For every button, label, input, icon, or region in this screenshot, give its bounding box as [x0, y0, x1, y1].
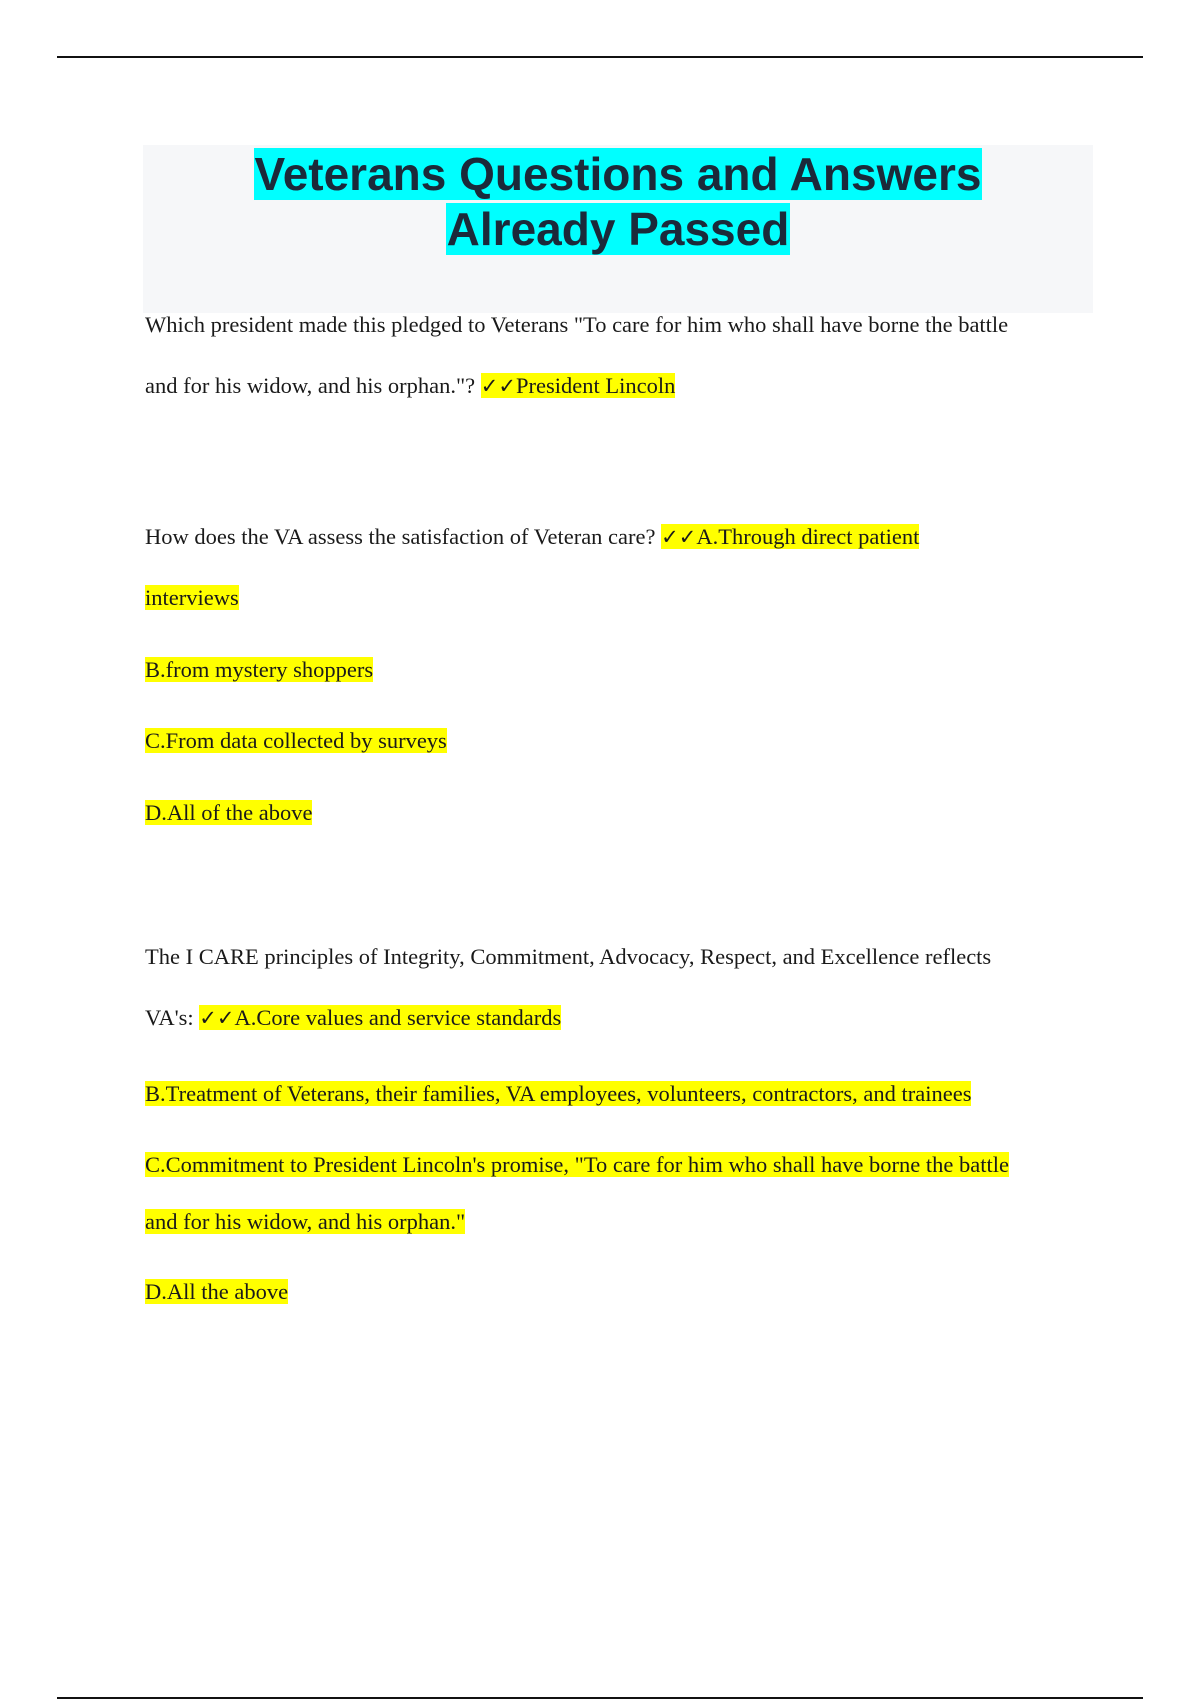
title-line-1: Veterans Questions and Answers — [254, 148, 982, 200]
q2-line-2 — [145, 584, 1105, 612]
q2-option-c — [145, 727, 1105, 755]
q1-line-1 — [145, 311, 1105, 339]
q2-option-b-text: B.from mystery shoppers — [145, 657, 374, 682]
q1-question-text-cont: and for his widow, and his orphan."? — [145, 373, 481, 398]
q3-option-b — [145, 1080, 1105, 1108]
q3-option-b-text: B.Treatment of Veterans, their families, VA employees, volunteers, contractors, and trainees — [145, 1081, 972, 1106]
q2-option-d-text: D.All of the above — [145, 800, 313, 825]
q1-answer — [481, 373, 676, 398]
checkmark-icon: ✓✓ — [661, 525, 697, 549]
q3-option-d — [145, 1278, 1105, 1306]
bottom-rule — [57, 1697, 1143, 1699]
q2-question-text: How does the VA assess the satisfaction of Veteran care? — [145, 524, 662, 549]
q3-option-c-line-2 — [145, 1208, 1105, 1236]
q3-option-c-text: C.Commitment to President Lincoln's promise, "To care for him who shall have borne the battle — [145, 1152, 1009, 1177]
q3-line-2 — [145, 1004, 1105, 1032]
q3-question-text-cont: VA's: — [145, 1005, 200, 1030]
q1-answer-text: President Lincoln — [516, 373, 676, 398]
q1-question-text: Which president made this pledged to Veterans "To care for him who shall have borne the battle — [145, 312, 1009, 337]
q3-option-a-text: A.Core values and service standards — [234, 1005, 562, 1030]
q2-answer-a — [661, 524, 919, 549]
q2-option-a-text: A.Through direct patient — [696, 524, 920, 549]
document-title — [143, 145, 1093, 257]
top-rule — [57, 56, 1143, 58]
q2-option-a-cont: interviews — [145, 585, 239, 610]
title-block — [143, 145, 1093, 313]
q3-option-d-text: D.All the above — [145, 1279, 289, 1304]
q2-line-1 — [145, 523, 1105, 551]
q2-option-b — [145, 656, 1105, 684]
checkmark-icon: ✓✓ — [199, 1006, 235, 1030]
q3-line-1 — [145, 943, 1105, 971]
q2-option-c-text: C.From data collected by surveys — [145, 728, 447, 753]
title-line-2: Already Passed — [446, 203, 790, 255]
q2-option-d — [145, 799, 1105, 827]
q3-option-c-line-1 — [145, 1151, 1105, 1179]
q3-option-c-cont: and for his widow, and his orphan." — [145, 1209, 466, 1234]
q3-answer-a — [199, 1005, 561, 1030]
checkmark-icon: ✓✓ — [480, 374, 516, 398]
q3-question-text: The I CARE principles of Integrity, Commitment, Advocacy, Respect, and Excellence reflects — [145, 944, 992, 969]
q1-line-2 — [145, 372, 1105, 400]
